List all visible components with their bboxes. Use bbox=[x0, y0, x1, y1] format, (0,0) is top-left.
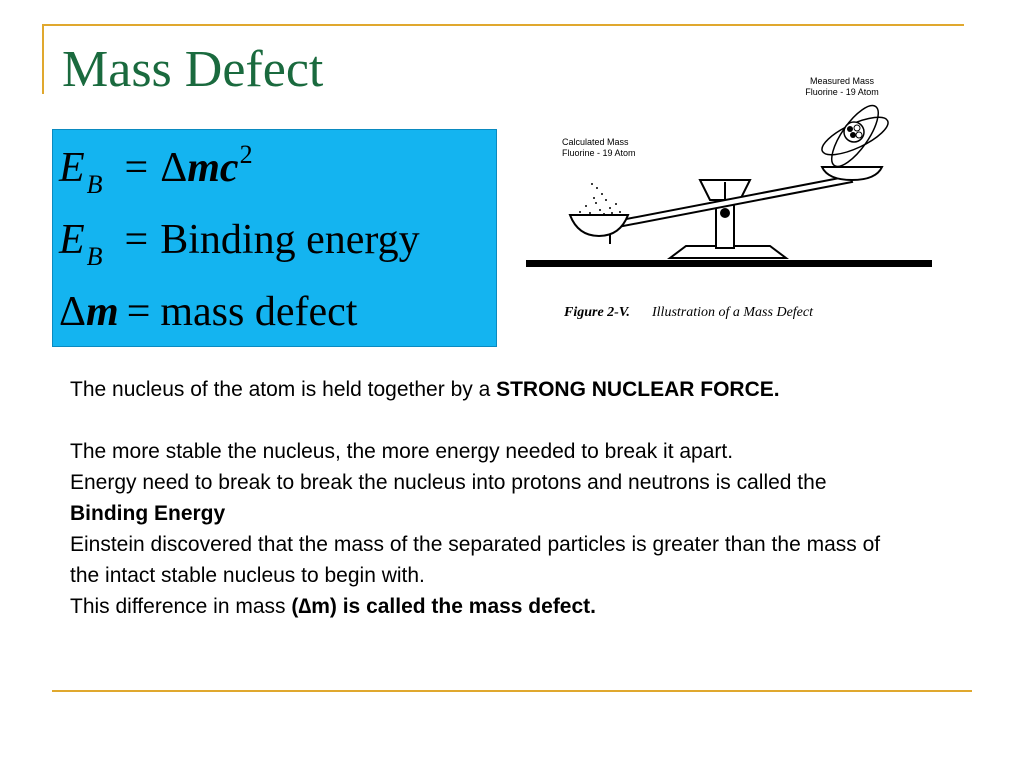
p3-text: Energy need to break to break the nucleus into protons and neutrons is called the bbox=[70, 471, 827, 494]
scale-ground-line bbox=[526, 260, 932, 267]
figure-caption-number: Figure 2-V. bbox=[564, 305, 630, 320]
eq3-delta: Δ bbox=[59, 289, 87, 335]
p1-bold: STRONG NUCLEAR FORCE. bbox=[496, 378, 780, 401]
equation-binding-energy bbox=[59, 210, 420, 270]
eq2-lhs: E bbox=[59, 217, 85, 263]
equation-mass-energy bbox=[59, 138, 253, 198]
equation-mass-defect bbox=[59, 282, 357, 342]
eq1-lhs-sub: B bbox=[86, 170, 103, 199]
paragraph-binding-energy bbox=[70, 467, 910, 529]
measured-atom-label: Fluorine - 19 Atom bbox=[805, 87, 879, 97]
paragraph-stable-nucleus: The more stable the nucleus, the more energy needed to break it apart. bbox=[70, 440, 734, 463]
eq1-exponent: 2 bbox=[239, 140, 253, 169]
body-text bbox=[70, 374, 910, 622]
measured-mass-label: Measured Mass bbox=[809, 76, 875, 86]
calculated-atom-label: Fluorine - 19 Atom bbox=[562, 148, 636, 158]
paragraph-gap bbox=[70, 405, 910, 436]
p1-text: The nucleus of the atom is held together by a bbox=[70, 378, 497, 401]
right-pan bbox=[822, 167, 882, 180]
left-pan bbox=[570, 215, 628, 236]
eq3-equals: = bbox=[126, 289, 151, 335]
calculated-mass-label: Calculated Mass bbox=[562, 137, 629, 147]
frame-left-rule bbox=[42, 24, 44, 94]
eq2-equals: = bbox=[124, 217, 149, 263]
scale-pivot bbox=[720, 208, 730, 218]
paragraph-strong-force bbox=[70, 374, 910, 405]
figure-caption-text: Illustration of a Mass Defect bbox=[652, 305, 813, 320]
eq1-mc: mc bbox=[187, 145, 239, 191]
paragraph-mass-defect bbox=[70, 591, 910, 622]
eq2-lhs-sub: B bbox=[86, 242, 103, 271]
p5-text: This difference in mass bbox=[70, 595, 292, 618]
frame-bottom-rule bbox=[52, 690, 972, 692]
eq3-rhs: mass defect bbox=[160, 289, 358, 335]
fluorine-atom-model bbox=[817, 99, 892, 173]
p3-bold: Binding Energy bbox=[70, 502, 226, 525]
equation-box bbox=[52, 129, 497, 347]
eq1-equals: = bbox=[124, 145, 149, 191]
paragraph-einstein: Einstein discovered that the mass of the separated particles is greater than the mass of the intact stable nucleus to begin with. bbox=[70, 533, 881, 587]
particle-dust bbox=[579, 183, 621, 215]
p5-bold: (∆m) is called the mass defect. bbox=[291, 595, 596, 618]
eq2-rhs: Binding energy bbox=[160, 217, 420, 263]
frame-top-rule bbox=[42, 24, 964, 26]
eq1-lhs: E bbox=[59, 145, 85, 191]
mass-defect-figure bbox=[520, 70, 940, 332]
eq1-delta: Δ bbox=[160, 145, 188, 191]
slide-title: Mass Defect bbox=[62, 41, 324, 98]
eq3-m: m bbox=[86, 289, 119, 335]
